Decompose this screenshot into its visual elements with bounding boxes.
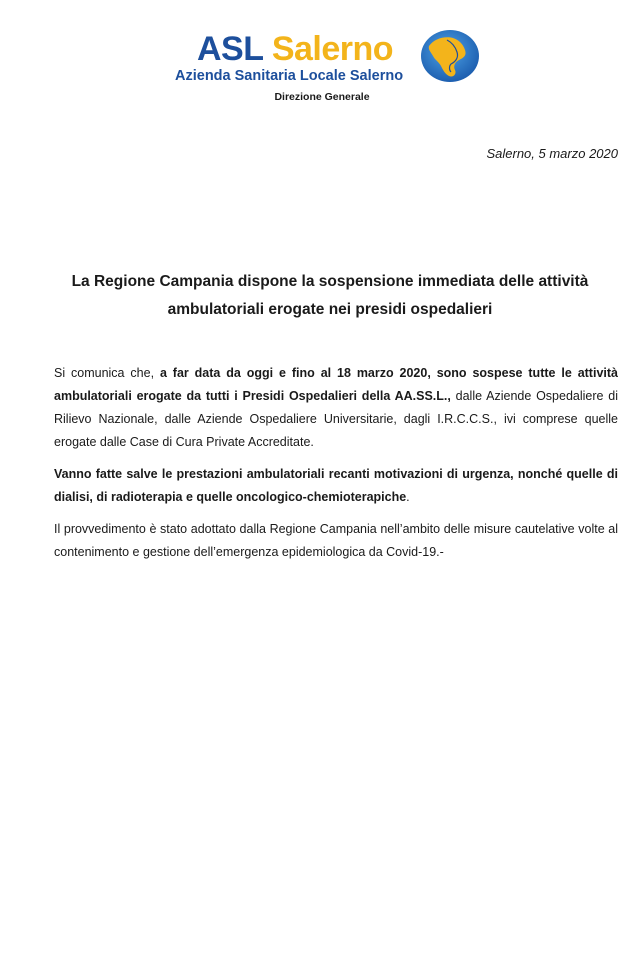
campania-map-icon [419,28,481,84]
paragraph-1-intro: Si comunica che, [54,366,160,380]
logo-subtitle: Azienda Sanitaria Locale Salerno [175,68,404,84]
document-body [54,362,618,573]
logo-title [197,31,393,67]
logo-salerno-text: Salerno [271,30,394,68]
paragraph-2-bold: Vanno fatte salve le prestazioni ambulatoriali recanti motivazioni di urgenza, nonché quelle di dialisi, di radioterapia e quelle oncologico-chemioterapiche [54,467,618,504]
document-date: Salerno, 5 marzo 2020 [486,146,618,161]
direzione-generale: Direzione Generale [274,91,370,103]
paragraph-1 [54,362,618,454]
paragraph-2-rest: . [406,490,410,504]
document-title [40,268,620,324]
paragraph-1-bold: a far data da oggi e fino al 18 marzo 2020, sono sospese tutte le attività ambulatoriali erogate da tutti i Presidi Ospedalieri della AA.SS.L., [54,366,618,403]
paragraph-1-rest: dalle Aziende Ospedaliere di Rilievo Nazionale, dalle Aziende Ospedaliere Universitarie, dagli I.R.C.C.S., ivi comprese quelle erogate dalle Case di Cura Private Accreditate. [54,389,618,449]
paragraph-2 [54,463,618,509]
logo-asl-text: ASL [197,30,263,68]
title-line-1: La Regione Campania dispone la sospensione immediata delle attività [71,273,589,290]
title-line-2: ambulatoriali erogate nei presidi ospedalieri [167,301,493,318]
paragraph-3: Il provvedimento è stato adottato dalla Regione Campania nell’ambito delle misure cautelative volte al contenimento e gestione dell’emergenza epidemiologica da Covid-19.- [54,522,618,559]
